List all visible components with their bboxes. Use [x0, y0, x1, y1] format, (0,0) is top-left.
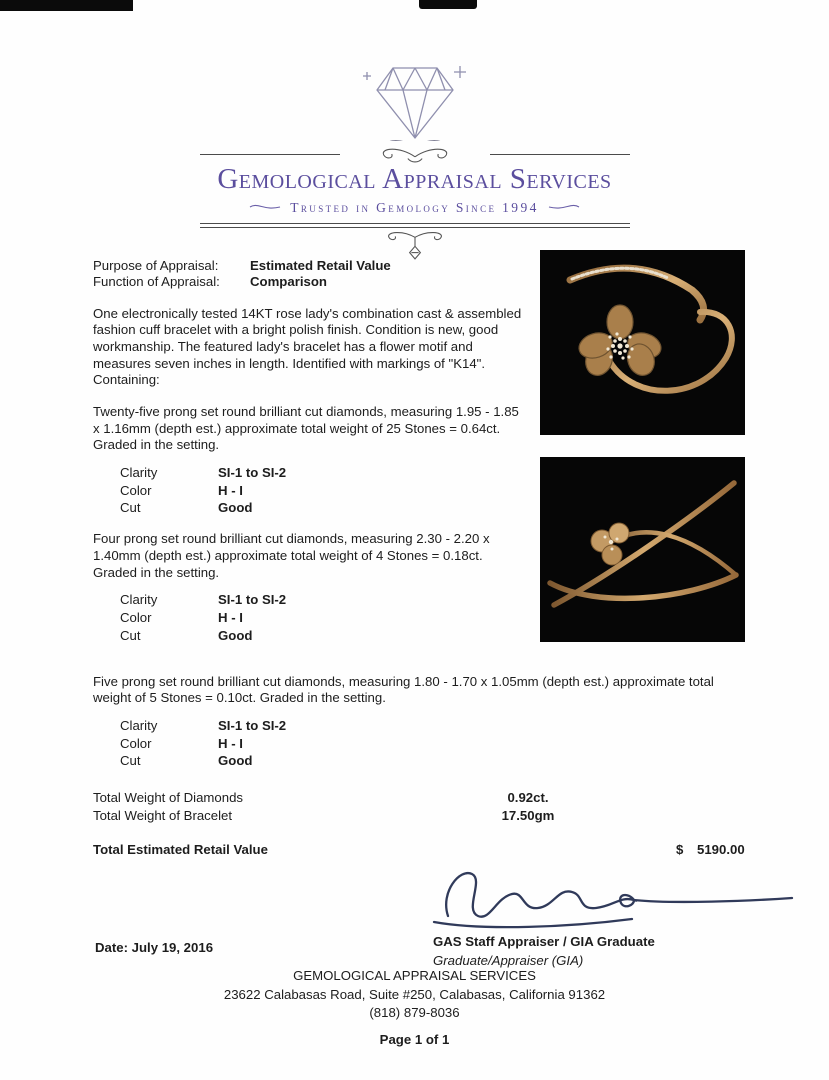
diamond-section-3: Five prong set round brilliant cut diamonds, measuring 1.80 - 1.70 x 1.05mm (depth est.) approximate total weight of 5 Stones = 0.10ct. Graded in the setting.: [93, 673, 714, 706]
bracelet-photo-1: [540, 250, 745, 435]
scan-artifact: [419, 0, 477, 9]
appraisal-body: [93, 258, 745, 991]
scan-artifact: [0, 0, 133, 11]
grade-value: H - I: [218, 610, 243, 626]
grade-value: H - I: [218, 482, 243, 498]
item-description: One electronically tested 14KT rose lady's combination cast & assembled fashion cuff bracelet with a bright polish finish. Condition is new, good workmanship. The featured lady's bracelet has a flower motif and measures seven inches in length. Identified with markings of "K14". Containing:: [93, 305, 522, 388]
grade-row: [120, 500, 526, 516]
grade-value: H - I: [218, 735, 243, 751]
grade-value: SI-1 to SI-2: [218, 464, 287, 480]
grade-label: Cut: [120, 500, 141, 516]
grade-label: Color: [120, 482, 152, 498]
logo-wrap: [200, 54, 630, 154]
letterhead-rule-top: [200, 154, 630, 155]
currency-symbol: $: [676, 842, 684, 858]
diamond-section-2: Four prong set round brilliant cut diamonds, measuring 2.30 - 2.20 x 1.40mm (depth est.) approximate total weight of 4 Stones = 0.18ct. Graded in the setting.: [93, 531, 490, 580]
appraiser-name: GAS Staff Appraiser / GIA Graduate: [433, 934, 655, 950]
appraisal-date: Date: July 19, 2016: [95, 940, 214, 956]
total-retail-value: 5190.00: [697, 842, 745, 858]
grade-row: [120, 483, 526, 499]
grade-label: Cut: [120, 753, 141, 769]
grade-row: [120, 610, 526, 626]
subtitle-flourish-left-icon: [248, 202, 282, 212]
document-footer: [0, 967, 829, 1050]
purpose-row: [93, 258, 526, 275]
grade-row: [120, 465, 526, 481]
grade-label: Color: [120, 735, 152, 751]
grade-value: SI-1 to SI-2: [218, 717, 287, 733]
grade-label: Clarity: [120, 464, 158, 480]
grade-value: SI-1 to SI-2: [218, 592, 287, 608]
diamond-section-1: Twenty-five prong set round brilliant cut diamonds, measuring 1.95 - 1.85 x 1.16mm (depth est.) approximate total weight of 25 Stones = 0.64ct. Graded in the setting.: [93, 403, 519, 453]
footer-company: GEMOLOGICAL APPRAISAL SERVICES: [293, 968, 536, 983]
grade-label: Clarity: [120, 592, 158, 608]
total-value: 0.92ct.: [507, 790, 549, 806]
footer-address: 23622 Calabasas Road, Suite #250, Calabasas, California 91362: [223, 986, 606, 1002]
total-retail-label: Total Estimated Retail Value: [93, 842, 268, 858]
total-label: Total Weight of Diamonds: [93, 790, 244, 806]
total-label: Total Weight of Bracelet: [93, 807, 233, 823]
purpose-label: Purpose of Appraisal:: [93, 257, 219, 273]
grade-value: Good: [218, 753, 253, 769]
function-row: [93, 274, 526, 291]
grade-value: Good: [218, 627, 253, 643]
grade-row: [120, 718, 745, 734]
grade-row: [120, 736, 745, 752]
grade-row: [120, 753, 745, 769]
bracelet-photo-2: [540, 457, 745, 642]
grade-row: [120, 628, 526, 644]
total-value: 17.50gm: [501, 807, 555, 823]
grade-label: Cut: [120, 627, 141, 643]
handwritten-signature: [420, 858, 804, 938]
company-title: Gemological Appraisal Services: [217, 163, 612, 195]
totals-block: [93, 789, 745, 824]
total-weight-diamonds-row: [93, 789, 745, 806]
letterhead-rule-bottom: [200, 223, 630, 228]
grade-table-3: [120, 718, 745, 770]
footer-phone: (818) 879-8036: [369, 1005, 460, 1021]
appraiser-title: Graduate/Appraiser (GIA): [433, 953, 584, 969]
photo-column: [540, 250, 745, 664]
page-number: Page 1 of 1: [379, 1032, 450, 1048]
function-label: Function of Appraisal:: [93, 274, 220, 290]
letterhead: [200, 0, 630, 228]
grade-label: Clarity: [120, 717, 158, 733]
grade-value: Good: [218, 500, 253, 516]
purpose-value: Estimated Retail Value: [250, 257, 391, 273]
grade-row: [120, 592, 526, 608]
grade-label: Color: [120, 610, 152, 626]
scroll-flourish-top-icon: [340, 141, 490, 169]
company-tagline: Trusted in Gemology Since 1994: [290, 199, 539, 215]
diamond-logo-icon: [340, 54, 490, 154]
function-value: Comparison: [250, 274, 327, 290]
total-weight-bracelet-row: [93, 807, 745, 824]
subtitle-flourish-right-icon: [547, 202, 581, 212]
